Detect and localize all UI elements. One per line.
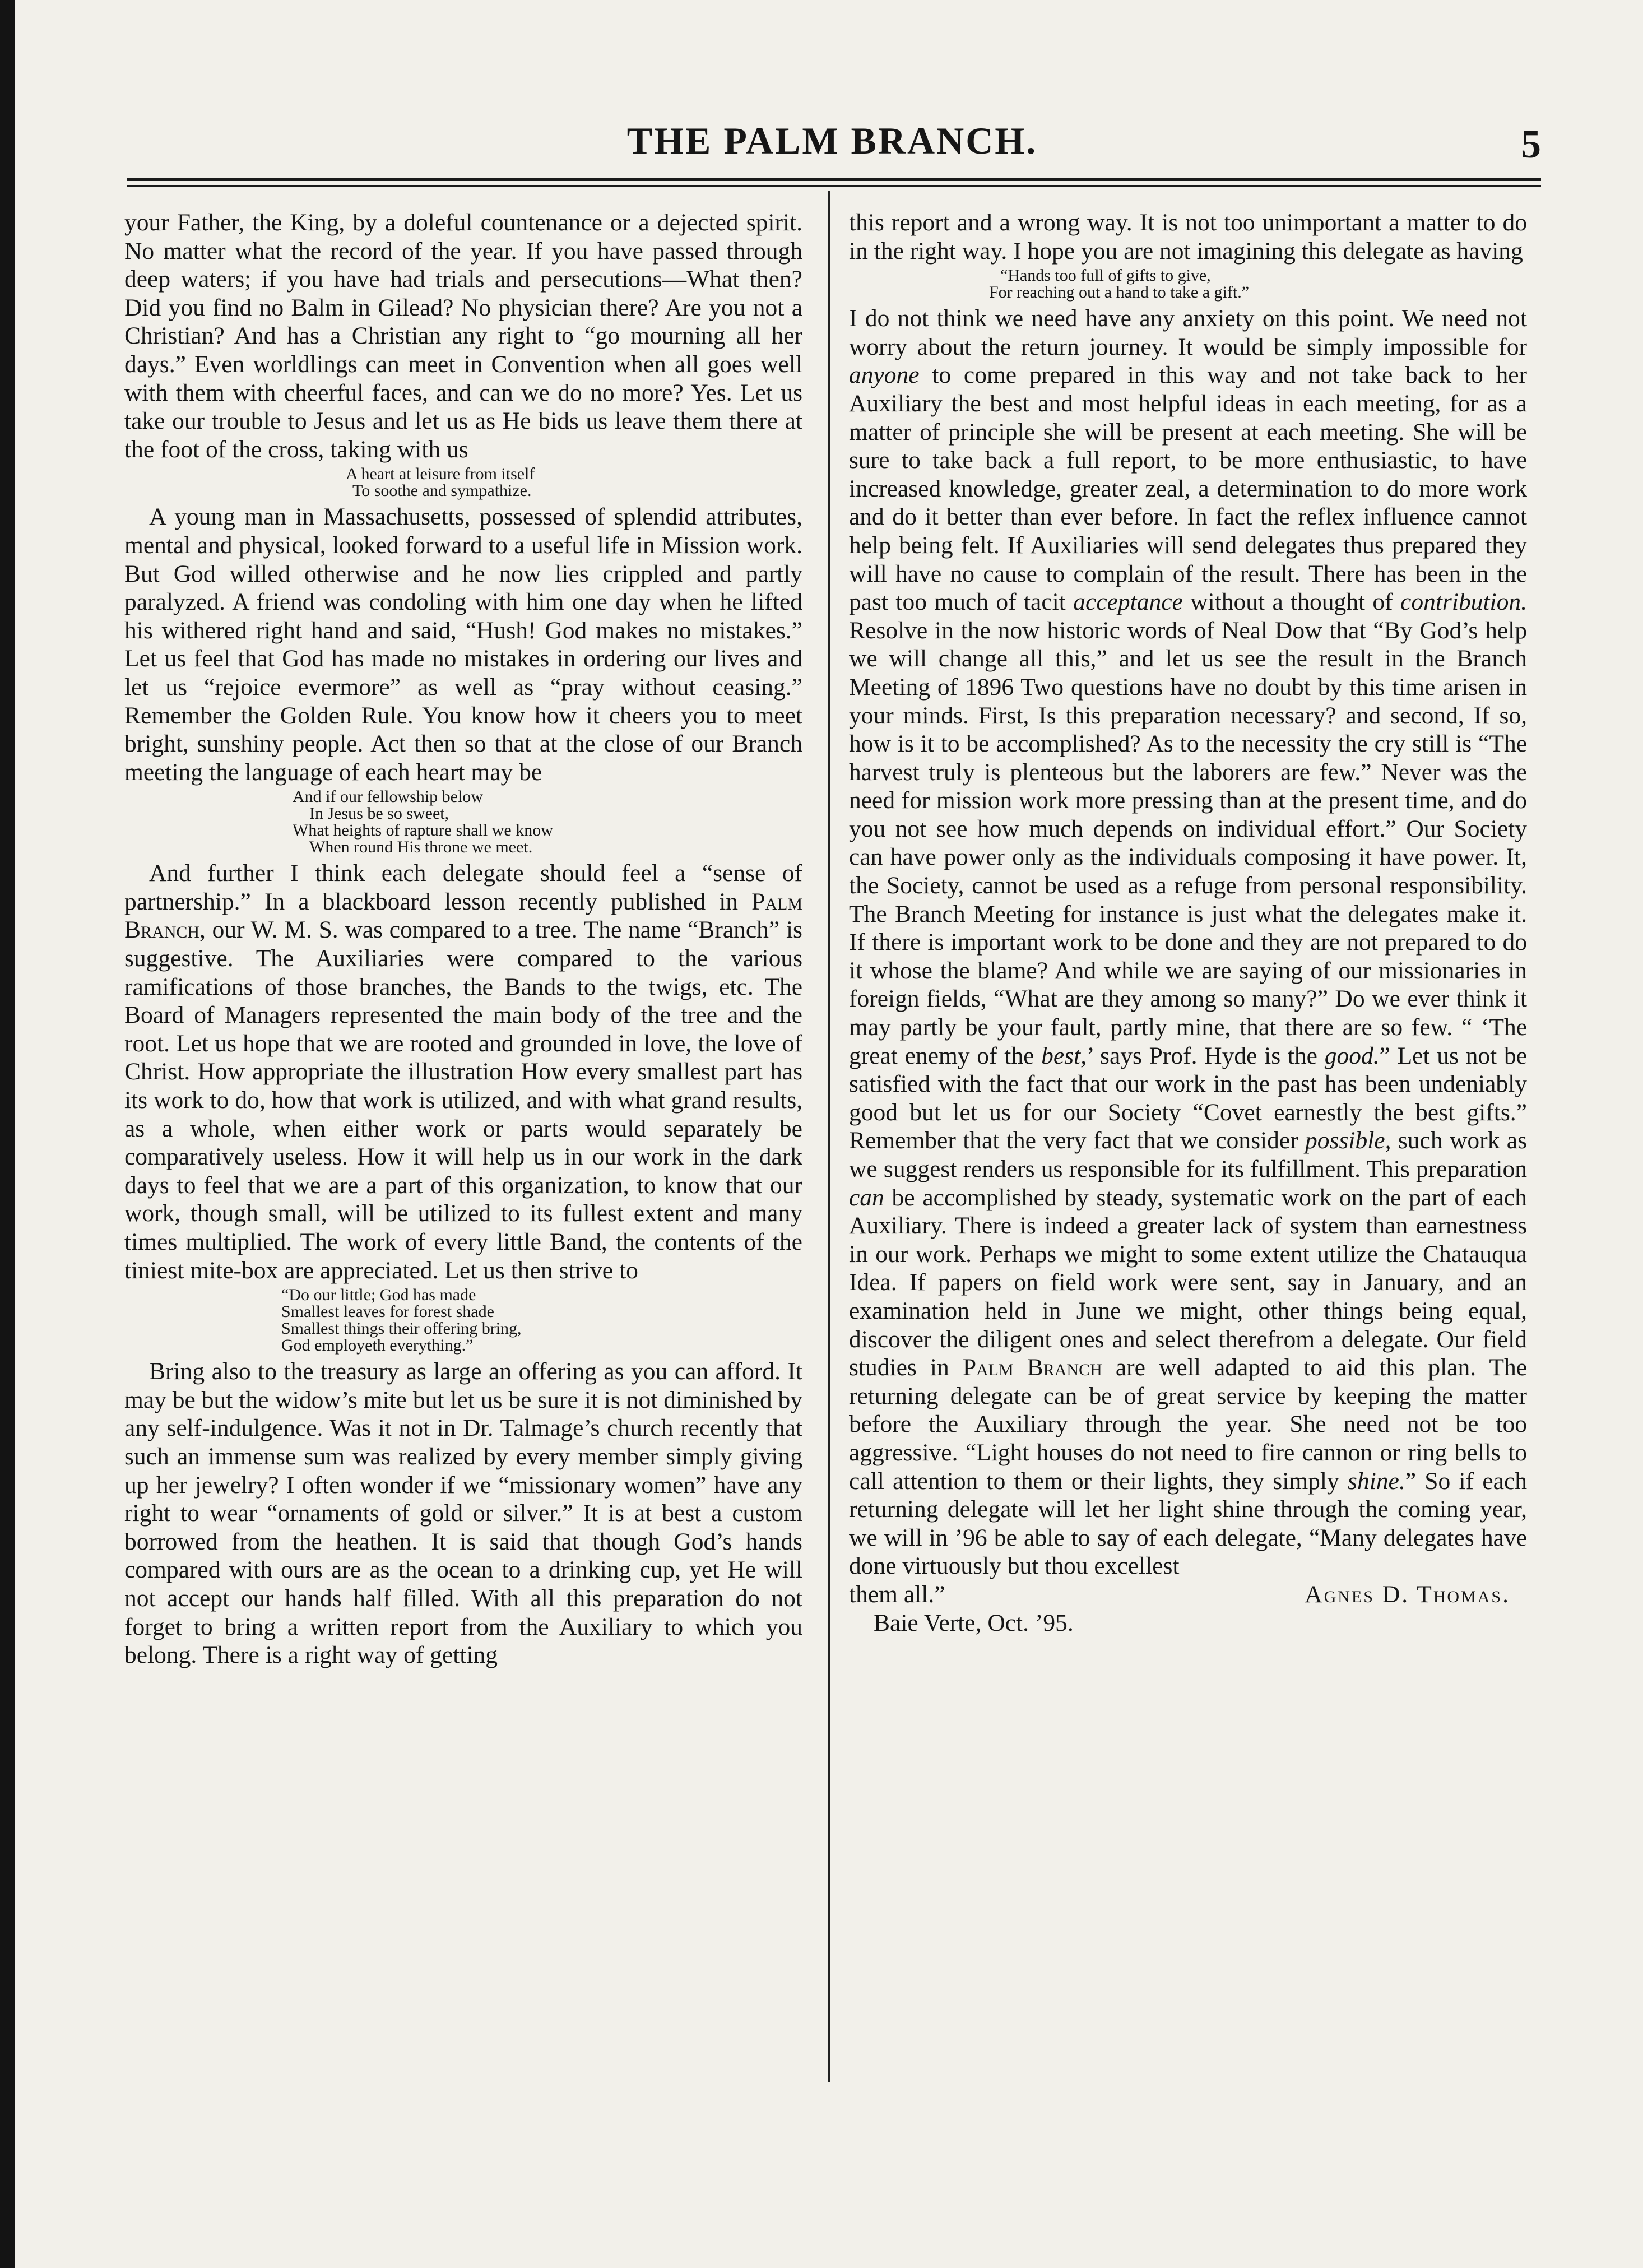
- text-run: ” Let us not be satisfied with the fact that our work in the past has been undeniably good but let us for our Society “Covet earnestly the best gifts.” Remember that the very fact that we consider: [849, 1042, 1528, 1154]
- emphasis-text: shine.: [1348, 1467, 1405, 1495]
- verse-line: When round His throne we meet.: [309, 838, 533, 857]
- paragraph: Bring also to the treasury as large an offering as you can afford. It may be but the widow’s mite but let us be sure it is not diminished by any self-indulgence. Was it not in Dr. Talmage’s church recently that such an immense sum was realized by every member simply giving up her jewelry? I often wonder if we “missionary women” have any right to wear “ornaments of gold or silver.” It is at best a custom borrowed from the heathen. It is said that though God’s hands compared with ours are as the ocean to a drinking cup, yet He will not accept our hands half filled. With all this preparation do not forget to bring a written report from the Auxiliary to which you belong. There is a right way of getting: [124, 1358, 802, 1669]
- verse-quote: [124, 466, 802, 499]
- text-run: be accomplished by steady, systematic work on the part of each Auxiliary. There is indeed a greater lack of system than earnestness in our work. Perhaps we might to some extent utilize the Chatauqua Idea. If papers on field work were sent, say in January, and an examination held in June we might, other things being equal, discover the diligent ones and select therefrom a delegate. Our field studies in: [849, 1184, 1527, 1381]
- verse-line: In Jesus be so sweet,: [309, 804, 449, 823]
- verse-quote: [124, 789, 802, 856]
- verse-quote: [849, 267, 1527, 301]
- paragraph: [849, 304, 1527, 1580]
- scan-edge-bar: [0, 0, 15, 2268]
- verse-line: God employeth everything.”: [281, 1336, 474, 1355]
- verse-line: And if our fellowship below: [293, 787, 483, 806]
- emphasis-text: anyone: [849, 361, 920, 389]
- verse-line: What heights of rapture shall we know: [293, 821, 553, 840]
- verse-line: To soothe and sympathize.: [352, 481, 532, 500]
- verse-line: For reaching out a hand to take a gift.”: [989, 283, 1250, 302]
- text-run: I do not think we need have any anxiety on this point. We need not worry about the return journey. It would be simply impossible for: [849, 305, 1527, 360]
- verse-line: “Hands too full of gifts to give,: [1000, 266, 1211, 285]
- publication-name: Palm Branch: [124, 888, 802, 944]
- text-run: to come prepared in this way and not take back to her Auxiliary the best and most helpful ideas in each meeting, for as a matter of principle she will be present at each meeting. She will be sure to take back a full report, to be more enthusiastic, to have increased knowledge, greater zeal, a determination to do more work and do it better than ever before. In fact the reflex influence cannot help being felt. If Auxiliaries will send delegates thus prepared they will have no cause to complain of the result. There has been in the past too much of tacit: [849, 361, 1527, 616]
- verse-line: A heart at leisure from itself: [346, 465, 535, 484]
- running-title: THE PALM BRANCH.: [626, 119, 1038, 162]
- place-date: Baie Verte, Oct. ’95.: [874, 1609, 1074, 1636]
- text-run: such work as we suggest renders us responsible for its fulfillment. This preparation: [849, 1127, 1528, 1182]
- closing-text: them all.”: [849, 1580, 945, 1608]
- left-column: [124, 208, 802, 1669]
- text-run: , our W. M. S. was compared to a tree. The name “Branch” is suggestive. The Auxiliaries were compared to the various ramifications of those branches, the Bands to the twigs, etc. The Board of Managers represented the main body of the tree and the root. Let us hope that we are rooted and grounded in love, the love of Christ. How appropriate the illustration How every smallest part has its work to do, how that work is utilized, and with what grand results, as a whole, when either work or parts would separately be comparatively useless. How it will help us in our work in the dark days to feel that we are a part of this organization, to know that our work, though small, will be utilized to its fullest extent and many times multiplied. The work of every little Band, the contents of the tiniest mite-box are appreciated. Let us then strive to: [124, 916, 802, 1284]
- text-run: are well adapted to aid this plan. The returning delegate can be of great service by keeping the matter before the Auxiliary through the year. She need not be too aggressive. “Light houses do not need to fire cannon or ring bells to call attention to them or their lights, they simply: [849, 1354, 1528, 1495]
- paragraph: [124, 859, 802, 1284]
- header-rule-thin: [127, 185, 1541, 187]
- emphasis-text: best,: [1041, 1042, 1087, 1069]
- column-divider: [828, 191, 830, 2082]
- verse-quote: [124, 1287, 802, 1354]
- paragraph: A young man in Massachusetts, possessed of splendid attributes, mental and physical, looked forward to a useful life in Mission work. But God willed otherwise and he now lies crippled and partly paralyzed. A friend was condoling with him one day when he lifted his withered right hand and said, “Hush! God makes no mistakes.” Let us feel that God has made no mistakes in ordering our lives and let us “rejoice evermore” as well as “pray without ceasing.” Remember the Golden Rule. You know how it cheers you to meet bright, sunshiny people. Act then so that at the close of our Branch meeting the language of each heart may be: [124, 503, 802, 786]
- emphasis-text: good.: [1324, 1042, 1380, 1069]
- text-run: ” So if each returning delegate will let her light shine through the coming year, we will in ’96 be able to say of each delegate, “Many delegates have done virtuously but thou excellest: [849, 1467, 1527, 1580]
- signature-line: [849, 1580, 1527, 1609]
- emphasis-text: acceptance: [1073, 588, 1183, 616]
- publication-name: Palm Branch: [962, 1354, 1102, 1381]
- text-run: without a thought of: [1182, 588, 1401, 616]
- paragraph: this report and a wrong way. It is not too unimportant a matter to do in the right way. I hope you are not imagining this delegate as having: [849, 209, 1527, 265]
- paragraph: your Father, the King, by a doleful countenance or a dejected spirit. No matter what the record of the year. If you have passed through deep waters; if you have had trials and persecutions—What then? Did you find no Balm in Gilead? No physician there? Are you not a Christian? And has a Christian any right to “go mourning all her days.” Even worldlings can meet in Convention when all goes well with them with cheerful faces, and can we do no more? Yes. Let us take our trouble to Jesus and let us as He bids us leave them there at the foot of the cross, taking with us: [124, 209, 802, 463]
- verse-line: Smallest things their offering bring,: [281, 1319, 522, 1338]
- verse-line: “Do our little; God has made: [281, 1286, 476, 1305]
- text-run: Resolve in the now historic words of Neal Dow that “By God’s help we will change all this,” and let us see the result in the Branch Meeting of 1896 Two questions have no doubt by this time arisen in your minds. First, Is this preparation necessary? and second, If so, how is it to be accomplished? As to the necessity the cry still is “The harvest truly is plenteous but the laborers are few.” Never was the need for mission work more pressing than at the present time, and do you not see how much depends on individual effort.” Our Society can have power only as the individuals composing it have power. It, the Society, cannot be used as a refuge from personal responsibility. The Branch Meeting for instance is just what the delegates make it. If there is important work to be done and they are not prepared to do it whose the blame? And while we are saying of our missionaries in foreign fields, “What are they among so many?” Do we ever think it may partly be your fault, partly mine, that there are so few. “ ‘The great enemy of the: [849, 616, 1527, 1069]
- page-number: 5: [1521, 122, 1541, 166]
- emphasis-text: can: [849, 1184, 884, 1211]
- page-header: [123, 119, 1541, 180]
- right-column: [849, 208, 1527, 1637]
- header-rule-thick: [127, 178, 1541, 181]
- text-run: ’ says Prof. Hyde is the: [1087, 1042, 1325, 1069]
- author-signature: Agnes D. Thomas.: [1305, 1580, 1510, 1608]
- emphasis-text: contribution.: [1400, 588, 1527, 616]
- text-run: And further I think each delegate should feel a “sense of partnership.” In a blackboard lesson recently published in: [124, 860, 802, 915]
- verse-line: Smallest leaves for forest shade: [281, 1302, 494, 1321]
- emphasis-text: possible,: [1305, 1127, 1391, 1154]
